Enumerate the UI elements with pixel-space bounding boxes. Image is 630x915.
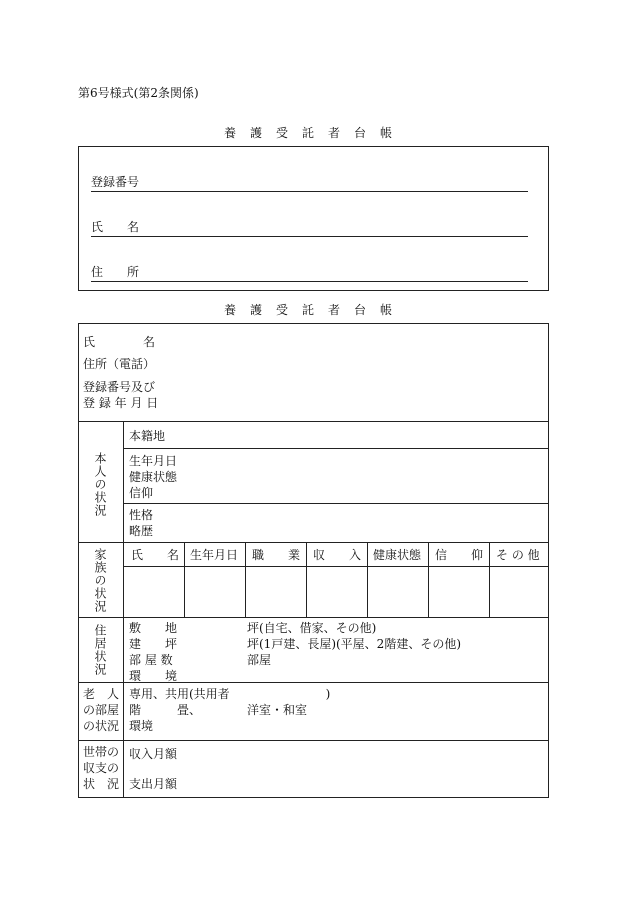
income-label: 収入月額 [129,747,178,761]
divider [123,448,548,449]
housing-header: 住居状況 [93,624,107,676]
honseki-label: 本籍地 [129,429,166,443]
address-phone-label: 住所（電話） [83,357,156,371]
housing-label-4: 環 境 [129,669,178,683]
name-row [91,220,528,237]
reg-no-row [91,175,528,192]
housing-value-2: 坪(1戸建、長屋)(平屋、2階建、その他) [247,637,461,651]
family-header: 家族の状況 [93,548,107,613]
col-divider [367,542,368,617]
elder-line-3: 環境 [129,719,154,733]
divider [79,740,548,741]
form-title: 養護受託者台帳 [223,126,406,140]
elder-line-1: 専用、共用(共用者 ) [129,687,331,701]
divider [79,542,548,543]
divider [79,682,548,683]
family-col-other: そ の 他 [496,548,540,562]
divider [79,617,548,618]
housing-label-2: 建 坪 [129,637,178,651]
col-divider [306,542,307,617]
ledger-table [78,323,549,798]
faith-label: 信仰 [129,486,154,500]
family-col-name: 氏 名 [131,548,180,562]
form-number: 第6号様式(第2条関係) [78,86,199,100]
elder-line-2b: 洋室・和室 [247,703,308,717]
reg-label-1: 登録番号及び [83,380,156,394]
col-divider [184,542,185,617]
family-col-faith: 信 仰 [435,548,484,562]
registration-box [78,146,549,291]
family-col-health: 健康状態 [373,548,422,562]
col-divider [245,542,246,617]
nature-label: 性格 [129,508,154,522]
elder-header-3: の状況 [83,719,120,733]
reg-no-label: 登録番号 [91,175,140,189]
address-row [91,265,528,282]
address-label: 住 所 [91,265,140,279]
health-label: 健康状態 [129,470,178,484]
name-label: 氏 名 [83,335,156,349]
elder-header-2: の部屋 [83,703,120,717]
history-label: 略歴 [129,524,154,538]
col-divider [489,542,490,617]
divider [123,503,548,504]
family-col-income: 収 入 [313,548,362,562]
name-label: 氏 名 [91,220,140,234]
housing-value-1: 坪(自宅、借家、その他) [247,621,377,635]
divider [79,421,548,422]
family-col-birth: 生年月日 [190,548,239,562]
elder-header-1: 老 人 [83,687,120,701]
col-divider [428,542,429,617]
elder-line-2a: 階 畳、 [129,703,202,717]
family-col-job: 職 業 [252,548,301,562]
housing-label-3: 部 屋 数 [129,653,173,667]
income-header-3: 状 況 [83,777,120,791]
housing-value-3: 部屋 [247,653,272,667]
divider [123,566,548,567]
reg-label-2: 登 録 年 月 日 [83,396,159,410]
expense-label: 支出月額 [129,777,178,791]
birth-label: 生年月日 [129,454,178,468]
form-title-2: 養護受託者台帳 [223,303,406,317]
self-header: 本人の状況 [93,452,107,517]
income-header-1: 世帯の [83,745,120,759]
income-header-2: 収支の [83,761,120,775]
housing-label-1: 敷 地 [129,621,178,635]
